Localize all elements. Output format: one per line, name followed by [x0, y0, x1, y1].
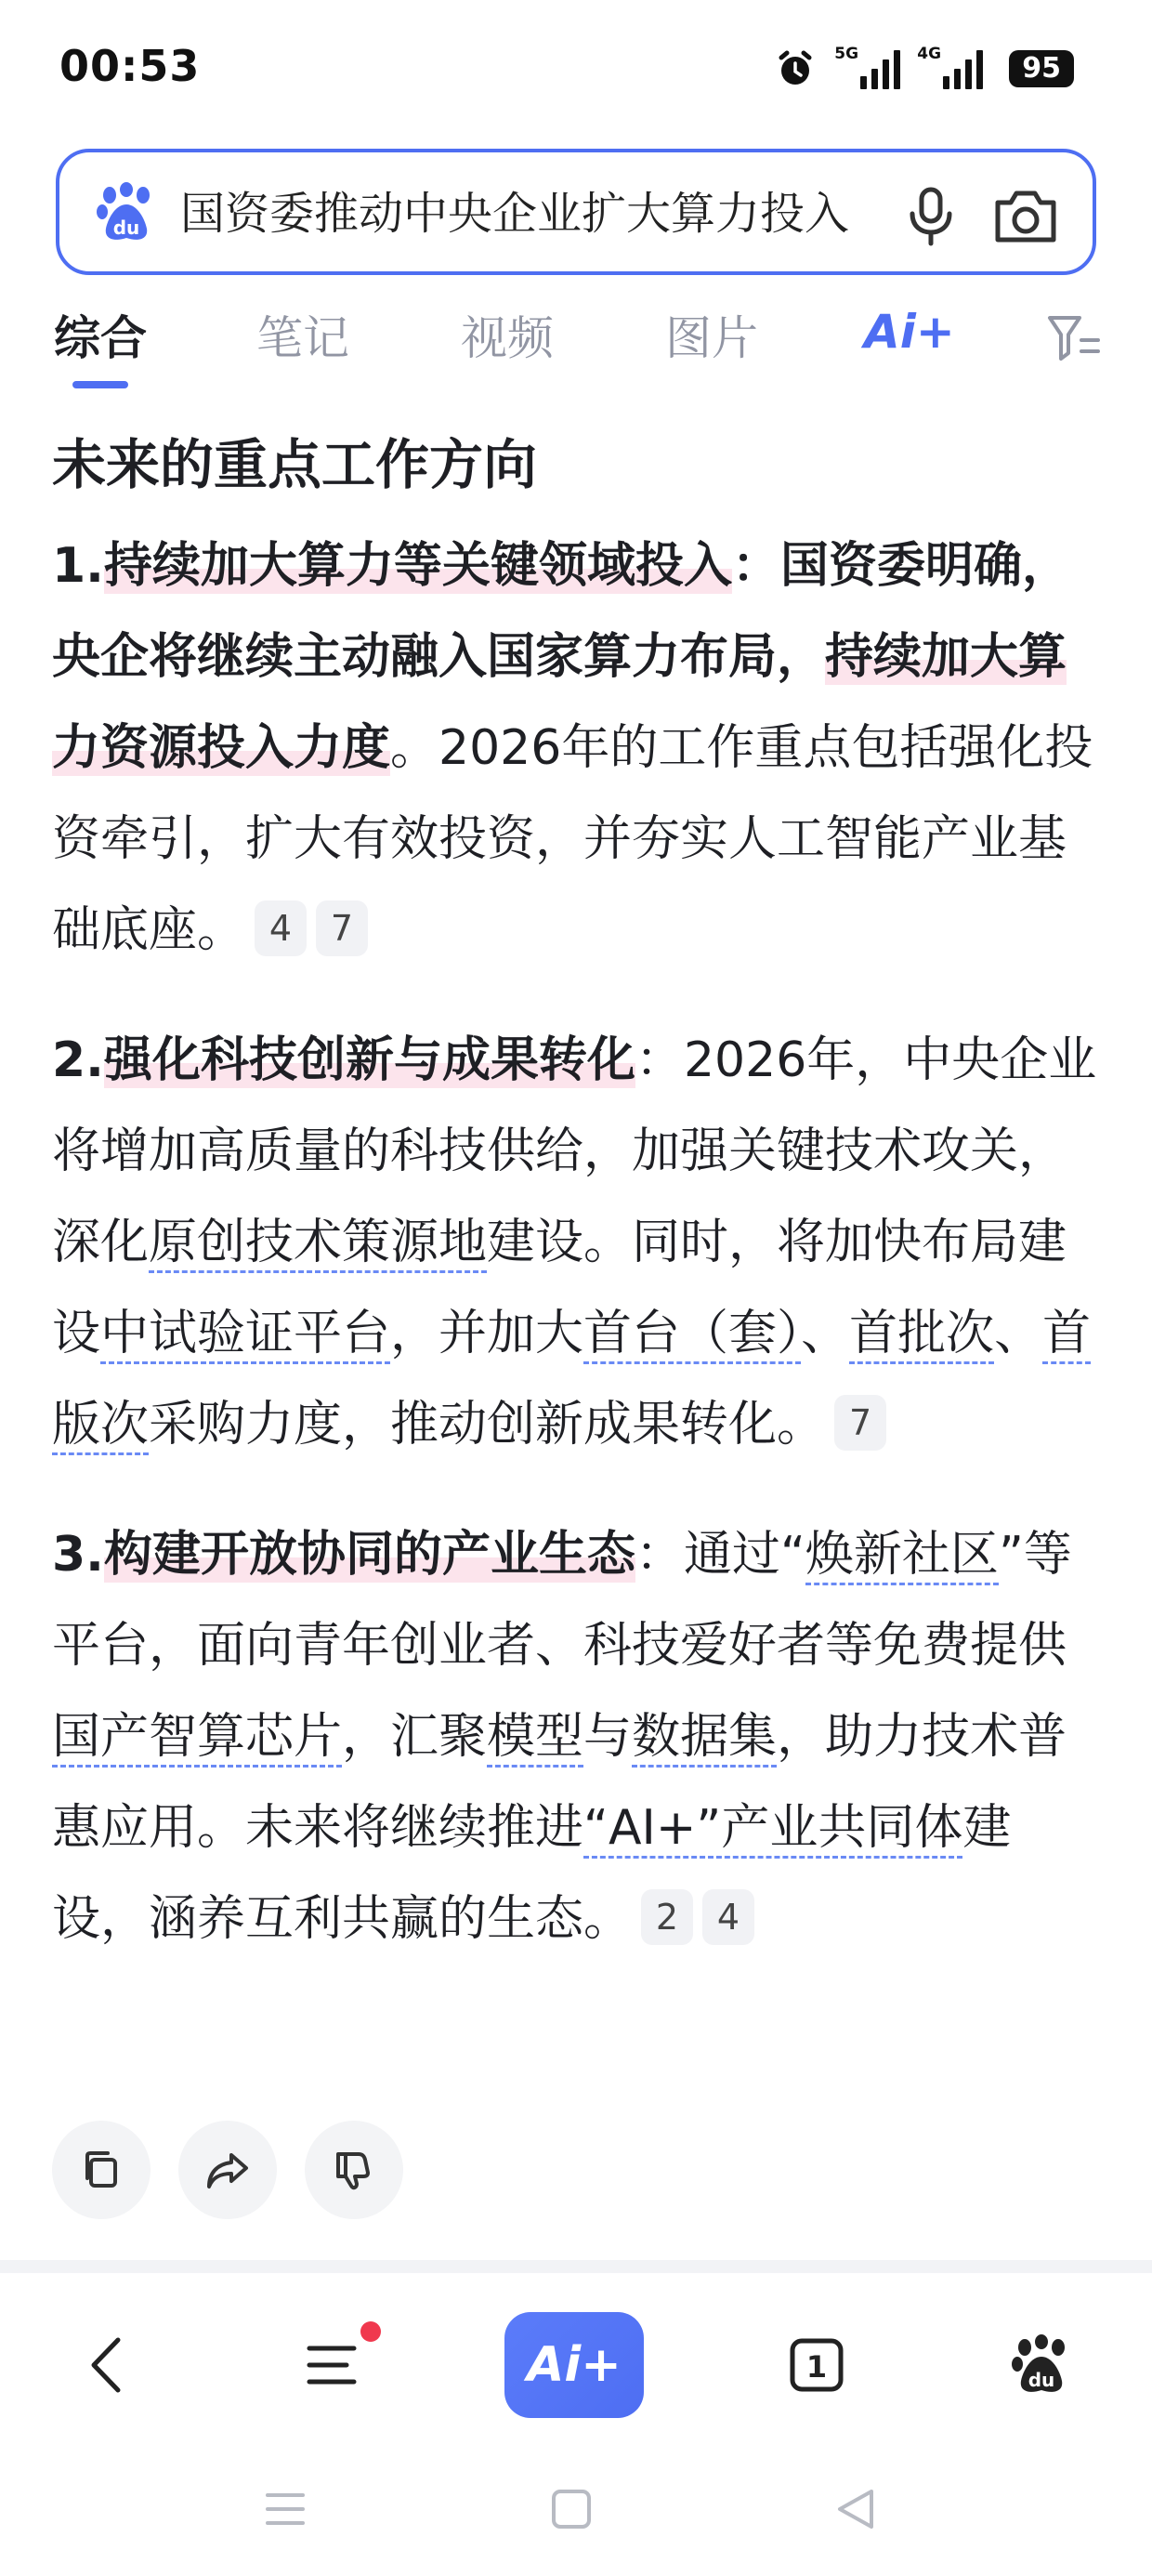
chevron-left-icon: [81, 2333, 137, 2398]
term-link[interactable]: 国产智算芯片: [52, 1709, 342, 1768]
item-lead: 国资委明确，央企将继续主动融入国家算力布局，: [52, 538, 1070, 685]
menu-icon: [304, 2337, 363, 2393]
term-link[interactable]: “AI+”产业共同体: [583, 1800, 962, 1859]
term-link[interactable]: 数据集: [632, 1709, 777, 1768]
answer-actions: [52, 2121, 403, 2219]
item-number: 3.: [52, 1527, 104, 1583]
bottom-navigation: [0, 2295, 1152, 2435]
filter-icon[interactable]: [1046, 312, 1102, 364]
tab-images[interactable]: 图片: [665, 311, 758, 365]
status-icons: [773, 43, 1074, 95]
baidu-logo-icon: [97, 182, 156, 243]
tabs-count-icon: [787, 2335, 846, 2395]
recents-icon: [262, 2488, 308, 2530]
system-navigation: [0, 2453, 1152, 2565]
answer-item-1: 1.持续加大算力等关键领域投入：国资委明确，央企将继续主动融入国家算力布局，持续加大算力资源投入力度。2026年的工作重点包括强化投资牵引，扩大有效投资，并夯实人工智能产业基础底座。 4 7: [52, 538, 1093, 958]
tab-video[interactable]: 视频: [461, 311, 554, 365]
item-body: 。2026年的工作重点包括强化投资牵引，扩大有效投资，并夯实人工智能产业基础底座。: [52, 720, 1093, 958]
item-number: 1.: [52, 538, 104, 594]
item-title: 强化科技创新与成果转化: [103, 1032, 635, 1088]
active-tab-indicator: [72, 381, 128, 388]
home-button[interactable]: [539, 2481, 604, 2537]
share-icon: [203, 2146, 252, 2194]
citation-badge[interactable]: 2: [641, 1889, 693, 1945]
thumbs-down-icon: [331, 2147, 377, 2193]
section-divider: [0, 2260, 1152, 2273]
term-link[interactable]: 中试验证平台: [100, 1306, 390, 1364]
tabs-button[interactable]: [766, 2314, 868, 2416]
tab-all[interactable]: 综合: [54, 311, 147, 365]
dislike-button[interactable]: [305, 2121, 403, 2219]
ai-assistant-button[interactable]: Ai+: [504, 2312, 644, 2418]
tab-ai[interactable]: Ai+: [864, 305, 955, 359]
svg-text:du: du: [112, 217, 140, 239]
term-link[interactable]: 首台（套）: [583, 1306, 801, 1364]
microphone-icon[interactable]: [896, 180, 966, 251]
battery-indicator: 95: [1009, 50, 1074, 87]
system-back-button[interactable]: [823, 2481, 888, 2537]
ai-answer: [52, 409, 1102, 1965]
clock: 00:53: [59, 41, 201, 91]
item-highlight: 持续加大算力资源投入力度: [52, 629, 1067, 776]
citation-badge[interactable]: 7: [316, 900, 368, 956]
result-tabs: [0, 297, 1152, 390]
copy-button[interactable]: [52, 2121, 151, 2219]
home-square-icon: [548, 2486, 595, 2532]
camera-icon[interactable]: [988, 180, 1063, 251]
item-title: 构建开放协同的产业生态: [103, 1527, 635, 1583]
search-box[interactable]: [56, 149, 1096, 275]
baidu-paw-icon: [1012, 2334, 1071, 2396]
signal-4g-icon: 4G: [917, 48, 983, 89]
back-triangle-icon: [832, 2486, 879, 2532]
svg-text:du: du: [1028, 2369, 1055, 2391]
term-link[interactable]: 焕新社区: [805, 1527, 999, 1585]
recent-apps-button[interactable]: [253, 2481, 318, 2537]
citation-badge[interactable]: 4: [702, 1889, 754, 1945]
alarm-icon: [773, 46, 818, 91]
term-link[interactable]: 首批次: [849, 1306, 994, 1364]
notification-dot: [360, 2321, 381, 2342]
share-button[interactable]: [178, 2121, 277, 2219]
term-link[interactable]: 模型: [487, 1709, 583, 1768]
answer-item-3: 3.构建开放协同的产业生态：通过“焕新社区”等平台，面向青年创业者、科技爱好者等免费提供国产智算芯片，汇聚模型与数据集，助力技术普惠应用。未来将继续推进“AI+”产业共同体建设，涵养互利共赢的生态。 2 4: [52, 1527, 1072, 1947]
item-number: 2.: [52, 1032, 104, 1088]
search-input[interactable]: 国资委推动中央企业扩大算力投入: [180, 188, 850, 240]
baidu-home-button[interactable]: [990, 2314, 1093, 2416]
status-bar: [0, 0, 1152, 139]
term-link[interactable]: 原创技术策源地: [149, 1215, 487, 1273]
svg-text:1: 1: [805, 2349, 828, 2385]
citation-badge[interactable]: 7: [834, 1395, 886, 1451]
tab-notes[interactable]: 笔记: [256, 311, 349, 365]
signal-5g-icon: 5G: [834, 48, 900, 89]
term-link[interactable]: 首版次: [52, 1306, 1091, 1455]
answer-item-2: 2.强化科技创新与成果转化：2026年，中央企业将增加高质量的科技供给，加强关键技术攻关，深化原创技术策源地建设。同时，将加快布局建设中试验证平台，并加大首台（套）、首批次、首版次采购力度，推动创新成果转化。 7: [52, 1015, 1102, 1470]
answer-heading: 未来的重点工作方向: [52, 433, 538, 496]
copy-icon: [78, 2147, 124, 2193]
back-button[interactable]: [58, 2314, 160, 2416]
item-title: 持续加大算力等关键领域投入: [103, 538, 732, 594]
citation-badge[interactable]: 4: [255, 900, 307, 956]
